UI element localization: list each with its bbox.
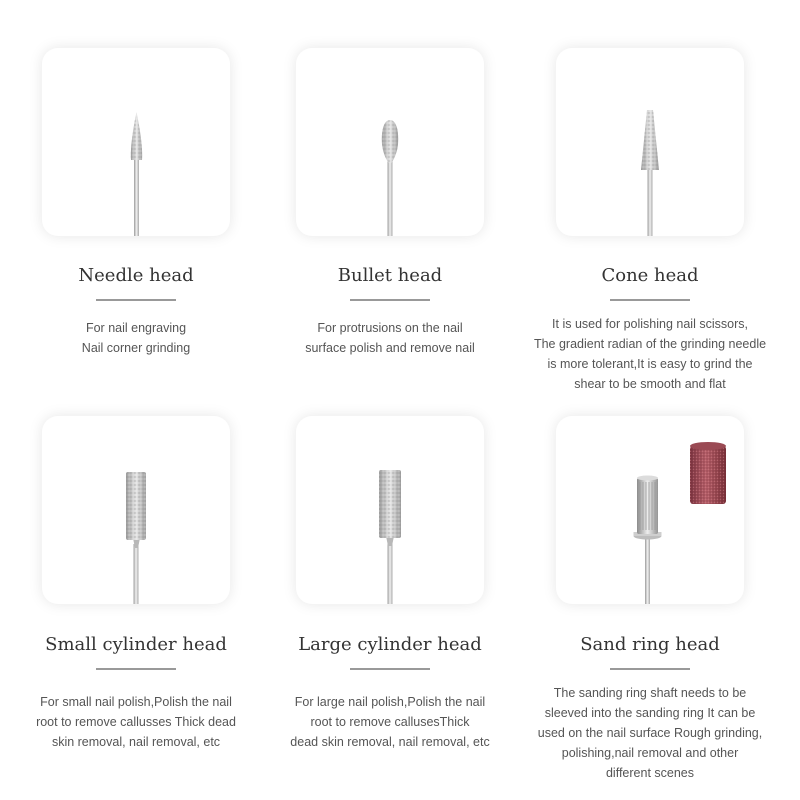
- sand-ring-bit-icon: [556, 416, 744, 604]
- title-divider: [96, 299, 176, 301]
- item-description: For small nail polish,Polish the nail root to remove callusses Thick dead skin removal, nail removal, etc: [36, 695, 236, 749]
- item-title: Needle head: [78, 265, 194, 286]
- title-divider: [610, 299, 690, 301]
- image-card: [296, 416, 484, 604]
- title-divider: [96, 668, 176, 670]
- item-title: Sand ring head: [580, 634, 720, 655]
- item-description: For large nail polish,Polish the nail root to remove callusesThick dead skin removal, nail removal, etc: [290, 695, 490, 749]
- item-description: The sanding ring shaft needs to be sleeved into the sanding ring It can be used on the nail surface Rough grinding, polishing,nail removal and other different scenes: [537, 686, 763, 780]
- image-card: [556, 48, 744, 236]
- item-description: For nail engraving Nail corner grinding: [81, 321, 191, 355]
- image-card: [296, 48, 484, 236]
- cone-bit-icon: [556, 48, 744, 236]
- small-cylinder-bit-icon: [42, 416, 230, 604]
- bullet-bit-icon: [296, 48, 484, 236]
- needle-bit-icon: [42, 48, 230, 236]
- item-title: Bullet head: [337, 265, 443, 286]
- title-divider: [610, 668, 690, 670]
- item-title: Cone head: [601, 265, 699, 286]
- item-title: Large cylinder head: [298, 634, 482, 655]
- image-card: [42, 416, 230, 604]
- large-cylinder-bit-icon: [296, 416, 484, 604]
- item-title: Small cylinder head: [45, 634, 227, 655]
- item-description: For protrusions on the nail surface polish and remove nail: [305, 321, 475, 355]
- item-description: It is used for polishing nail scissors, The gradient radian of the grinding needle is more tolerant,It is easy to grind the shear to be smooth and flat: [533, 317, 767, 391]
- image-card: [42, 48, 230, 236]
- title-divider: [350, 299, 430, 301]
- image-card: [556, 416, 744, 604]
- title-divider: [350, 668, 430, 670]
